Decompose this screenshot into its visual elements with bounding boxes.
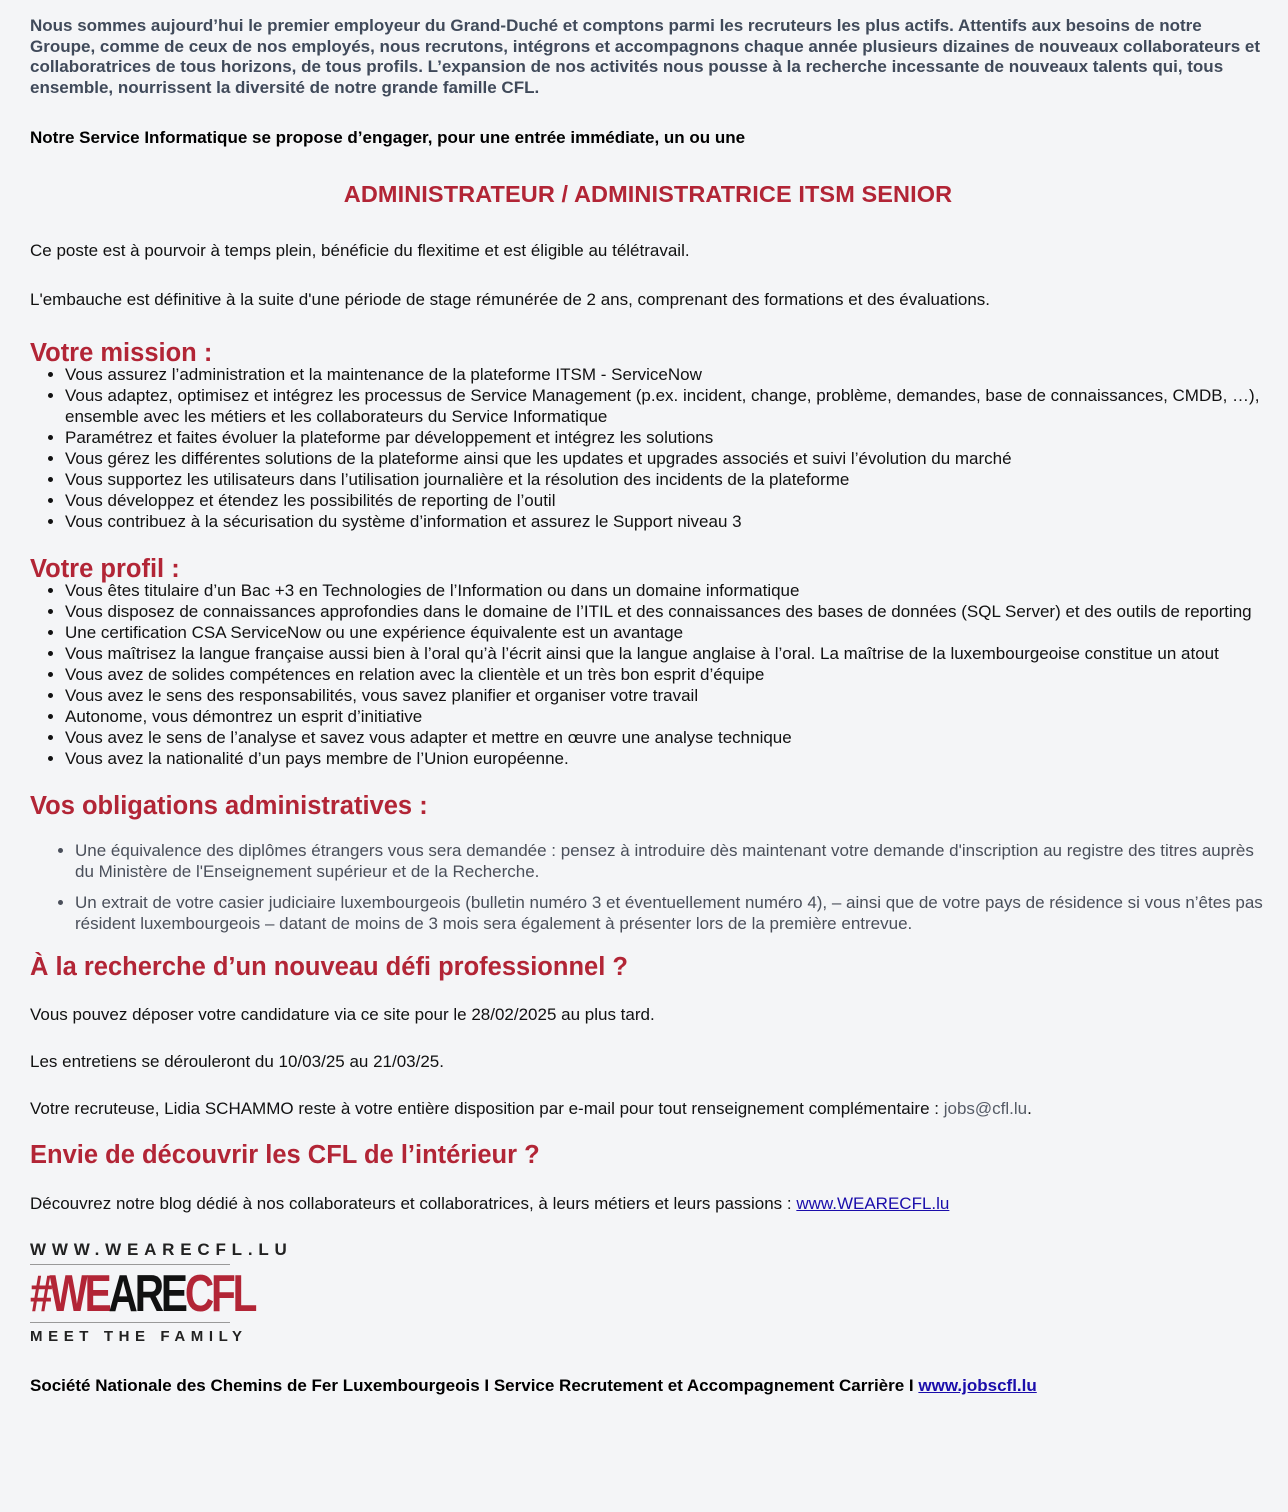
contact-email[interactable]: jobs@cfl.lu — [943, 1099, 1028, 1118]
profil-heading: Votre profil : — [30, 555, 180, 583]
intro-paragraph: Nous sommes aujourd’hui le premier employeur du Grand-Duché et comptons parmi les recruteurs les plus actifs. Attentifs aux besoins de notre Groupe, comme de ceux de nos employés, nous recrutons, intégrons et accompagnons chaque année plusieurs dizaines de nouveaux collaborateurs et collaboratrices de tous horizons, de tous profils. L’expansion de nos activités nous pousse à la recherche incessante de nouveaux talents qui, tous ensemble, nourrissent la diversité de notre grande famille CFL. — [30, 16, 1260, 97]
blog-link[interactable]: www.WEARECFL.lu — [796, 1194, 950, 1213]
blog-paragraph — [30, 1193, 1266, 1214]
interview-dates: Les entretiens se dérouleront du 10/03/25 au 21/03/25. — [30, 1052, 444, 1071]
list-item: • Vous adaptez, optimisez et intégrez les processus de Service Management (p.ex. incident, change, problème, demandes, base de connaissances, CMDB, …), ensemble avec les métiers et les collaborateurs du Service Informatique — [65, 385, 1266, 427]
recruiter-contact — [30, 1098, 1266, 1119]
list-item: • Vous avez le sens des responsabilités, vous savez planifier et organiser votre travail — [65, 685, 1266, 706]
list-item: • Vous gérez les différentes solutions de la plateforme ainsi que les updates et upgrades associés et suivi l’évolution du marché — [65, 448, 1266, 469]
logo-we: #WE — [30, 1265, 109, 1323]
candidature-deadline: Vous pouvez déposer votre candidature via ce site pour le 28/02/2025 au plus tard. — [30, 1005, 655, 1024]
obligations-list — [30, 840, 1266, 934]
defi-heading: À la recherche d’un nouveau défi professionnel ? — [30, 953, 628, 981]
list-item: • Vous êtes titulaire d’un Bac +3 en Technologies de l’Information ou dans un domaine informatique — [65, 580, 1266, 601]
profil-list — [30, 580, 1266, 769]
mission-heading: Votre mission : — [30, 339, 213, 367]
list-item: • Une équivalence des diplômes étrangers vous sera demandée : pensez à introduire dès maintenant votre demande d'inscription au registre des titres auprès du Ministère de l'Enseignement supérieur et de la Recherche. — [75, 840, 1266, 882]
list-item: • Vous avez de solides compétences en relation avec la clientèle et un très bon esprit d’équipe — [65, 664, 1266, 685]
logo-are: ARE — [108, 1265, 185, 1323]
jobs-site-link[interactable]: www.jobscfl.lu — [918, 1376, 1037, 1395]
wearecfl-logo — [30, 1240, 293, 1347]
list-item: • Paramétrez et faites évoluer la plateforme par développement et intégrez les solutions — [65, 427, 1266, 448]
list-item: • Vous assurez l’administration et la maintenance de la plateforme ITSM - ServiceNow — [65, 364, 1266, 385]
footer — [30, 1375, 1266, 1396]
footer-text: Société Nationale des Chemins de Fer Luxembourgeois I Service Recrutement et Accompagnement Carrière I — [30, 1376, 919, 1395]
logo-url-text: WWW.WEARECFL.LU — [30, 1240, 230, 1265]
list-item: • Une certification CSA ServiceNow ou une expérience équivalente est un avantage — [65, 622, 1266, 643]
logo-hashtag — [30, 1265, 255, 1323]
probation-paragraph: L'embauche est définitive à la suite d'une période de stage rémunérée de 2 ans, comprenant des formations et des évaluations. — [30, 290, 991, 309]
recruiter-text: Votre recruteuse, Lidia SCHAMMO reste à votre entière disposition par e-mail pour tout renseignement complémentaire : — [30, 1099, 944, 1118]
envie-heading: Envie de découvrir les CFL de l’intérieur ? — [30, 1141, 540, 1169]
lead-sentence: Notre Service Informatique se propose d’engager, pour une entrée immédiate, un ou une — [30, 128, 746, 147]
job-title: ADMINISTRATEUR / ADMINISTRATRICE ITSM SENIOR — [343, 181, 953, 207]
recruiter-suffix: . — [1027, 1099, 1032, 1118]
list-item: • Vous supportez les utilisateurs dans l’utilisation journalière et la résolution des incidents de la plateforme — [65, 469, 1266, 490]
list-item: • Vous développez et étendez les possibilités de reporting de l’outil — [65, 490, 1266, 511]
list-item: • Vous avez la nationalité d’un pays membre de l’Union européenne. — [65, 748, 1266, 769]
list-item: • Vous disposez de connaissances approfondies dans le domaine de l’ITIL et des connaissances des bases de données (SQL Server) et des outils de reporting — [65, 601, 1266, 622]
obligations-heading: Vos obligations administratives : — [30, 792, 428, 820]
list-item: • Autonome, vous démontrez un esprit d’initiative — [65, 706, 1266, 727]
logo-tagline: MEET THE FAMILY — [30, 1328, 248, 1345]
logo-cfl: CFL — [184, 1265, 255, 1323]
mission-list — [30, 364, 1266, 532]
blog-text: Découvrez notre blog dédié à nos collaborateurs et collaboratrices, à leurs métiers et leurs passions : — [30, 1194, 797, 1213]
job-posting — [30, 16, 1266, 1413]
list-item: • Vous avez le sens de l’analyse et savez vous adapter et mettre en œuvre une analyse technique — [65, 727, 1266, 748]
conditions-paragraph: Ce poste est à pourvoir à temps plein, bénéficie du flexitime et est éligible au télétravail. — [30, 241, 690, 260]
list-item: • Vous maîtrisez la langue française aussi bien à l’oral qu’à l’écrit ainsi que la langue anglaise à l’oral. La maîtrise de la luxembourgeoise constitue un atout — [65, 643, 1266, 664]
list-item: • Un extrait de votre casier judiciaire luxembourgeois (bulletin numéro 3 et éventuellement numéro 4), – ainsi que de votre pays de résidence si vous n’êtes pas résident luxembourgeois – datant de moins de 3 mois sera également à présenter lors de la première entrevue. — [75, 892, 1266, 934]
list-item: • Vous contribuez à la sécurisation du système d’information et assurez le Support niveau 3 — [65, 511, 1266, 532]
